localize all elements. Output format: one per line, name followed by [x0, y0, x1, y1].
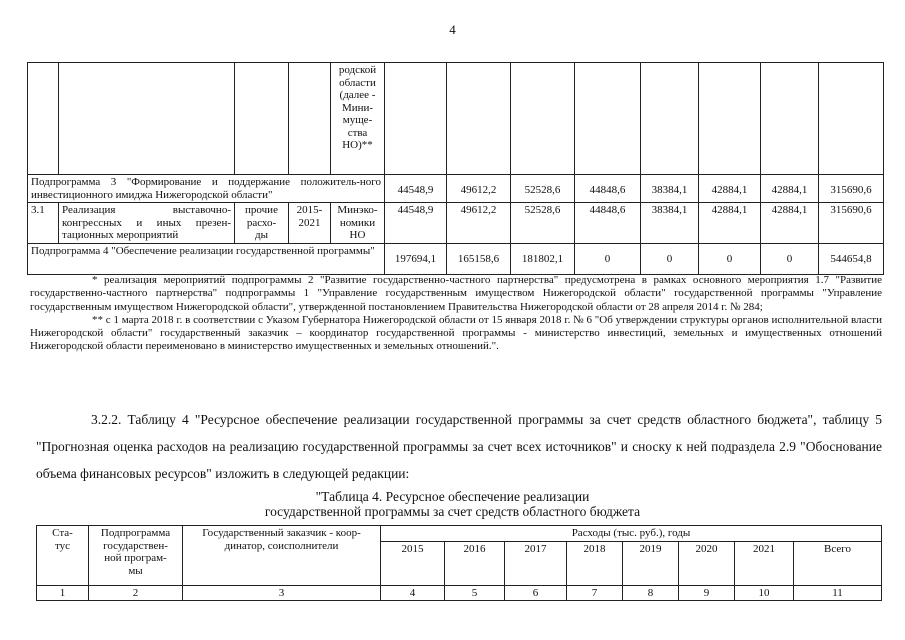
- value-cell: 0: [575, 243, 641, 274]
- value-cell: 42884,1: [699, 175, 761, 203]
- value-cell: 165158,6: [447, 243, 511, 274]
- table-row: [37, 526, 882, 542]
- value-cell: 49612,2: [447, 203, 511, 244]
- column-number: 9: [679, 585, 735, 601]
- period: 2015- 2021: [289, 203, 331, 244]
- value-cell: 44548,9: [385, 203, 447, 244]
- value-cell: 42884,1: [761, 175, 819, 203]
- column-number: 8: [623, 585, 679, 601]
- table-row: [28, 63, 884, 175]
- value-cell: 544654,8: [819, 243, 884, 274]
- row-number: 3.1: [28, 203, 59, 244]
- year-header: 2021: [735, 541, 794, 585]
- row-3-1: [28, 203, 884, 244]
- table-caption-line-1: "Таблица 4. Ресурсное обеспечение реализации: [315, 489, 590, 504]
- body-paragraph-block: [36, 406, 882, 487]
- value-cell: 44848,6: [575, 175, 641, 203]
- value-cell: 0: [641, 243, 699, 274]
- column-number: 11: [794, 585, 882, 601]
- value-cell: 44548,9: [385, 175, 447, 203]
- year-header: 2017: [505, 541, 567, 585]
- value-cell: 315690,6: [819, 203, 884, 244]
- column-number: 2: [89, 585, 183, 601]
- value-cell: 197694,1: [385, 243, 447, 274]
- column-number: 4: [381, 585, 445, 601]
- year-header: 2016: [445, 541, 505, 585]
- year-header: 2020: [679, 541, 735, 585]
- value-cell: 44848,6: [575, 203, 641, 244]
- year-header: 2015: [381, 541, 445, 585]
- value-cell: 0: [761, 243, 819, 274]
- column-number-row: [37, 585, 882, 601]
- executor-cell: родской области (далее - Мини- муще- ства НО)**: [331, 63, 385, 175]
- value-cell: 181802,1: [511, 243, 575, 274]
- column-number: 6: [505, 585, 567, 601]
- page-number: 4: [449, 22, 456, 37]
- value-cell: 52528,6: [511, 175, 575, 203]
- value-cell: 38384,1: [641, 175, 699, 203]
- table-4-header: [36, 525, 882, 601]
- footnote-1: * реализация мероприятий подпрограммы 2 "Развитие государственно-частного партнерства" предусмотрена в рамках основного мероприятия 1.7 "Развитие государственно-частного партнерства" подпрограммы 1 "Управление государственным имуществом Нижегородской области" государственной программы "Управление государственным имуществом Нижегородской области", утвержденной постановлением Правительства Нижегородской области от 28 апреля 2014 г. № 284;: [30, 274, 882, 313]
- header-expenses: Расходы (тыс. руб.), годы: [381, 526, 882, 542]
- body-paragraph: 3.2.2. Таблицу 4 "Ресурсное обеспечение реализации государственной программы за счет средств областного бюджета", таблицу 5 "Прогнозная оценка расходов на реализацию государственной программы за счет всех источников" и сноску к ней подраздела 2.9 "Обоснование объема финансовых ресурсов" изложить в следующей редакции:: [36, 412, 882, 481]
- value-cell: 42884,1: [761, 203, 819, 244]
- subprogram-3-label: Подпрограмма 3 "Формирование и поддержание положитель-ного инвестиционного имиджа Нижегородской области": [28, 175, 385, 203]
- resource-table-continued: [27, 62, 884, 275]
- total-header: Всего: [794, 541, 882, 585]
- value-cell: 38384,1: [641, 203, 699, 244]
- value-cell: 315690,6: [819, 175, 884, 203]
- header-status: Ста- тус: [37, 526, 89, 586]
- footnotes: [30, 274, 882, 354]
- table-caption-line-2: государственной программы за счет средств областного бюджета: [264, 504, 641, 519]
- year-header: 2019: [623, 541, 679, 585]
- footnote-2: ** с 1 марта 2018 г. в соответствии с Указом Губернатора Нижегородской области от 15 января 2018 г. № 6 "Об утверждении структуры органов исполнительной власти Нижегородской области" государственный заказчик – координатор государственной программы - министерство инвестиций, земельных и имущественных отношений Нижегородской области переименовано в министерство имущественных и земельных отношений.".: [30, 313, 882, 353]
- year-header: 2018: [567, 541, 623, 585]
- measure-name: Реализация выставочно-конгрессных и иных презен-тационных мероприятий: [59, 203, 235, 244]
- column-number: 3: [183, 585, 381, 601]
- header-subprogram: Подпрограмма государствен- ной програм- мы: [89, 526, 183, 586]
- subprogram-4-label: Подпрограмма 4 "Обеспечение реализации государственной программы": [28, 243, 385, 274]
- column-number: 10: [735, 585, 794, 601]
- value-cell: 49612,2: [447, 175, 511, 203]
- expense-type: прочие расхо- ды: [235, 203, 289, 244]
- executor: Минэко- номики НО: [331, 203, 385, 244]
- value-cell: 42884,1: [699, 203, 761, 244]
- column-number: 7: [567, 585, 623, 601]
- value-cell: 0: [699, 243, 761, 274]
- subprogram-3-row: [28, 175, 884, 203]
- column-number: 1: [37, 585, 89, 601]
- subprogram-4-row: [28, 243, 884, 274]
- header-customer: Государственный заказчик - коор- динатор, соисполнители: [183, 526, 381, 586]
- value-cell: 52528,6: [511, 203, 575, 244]
- column-number: 5: [445, 585, 505, 601]
